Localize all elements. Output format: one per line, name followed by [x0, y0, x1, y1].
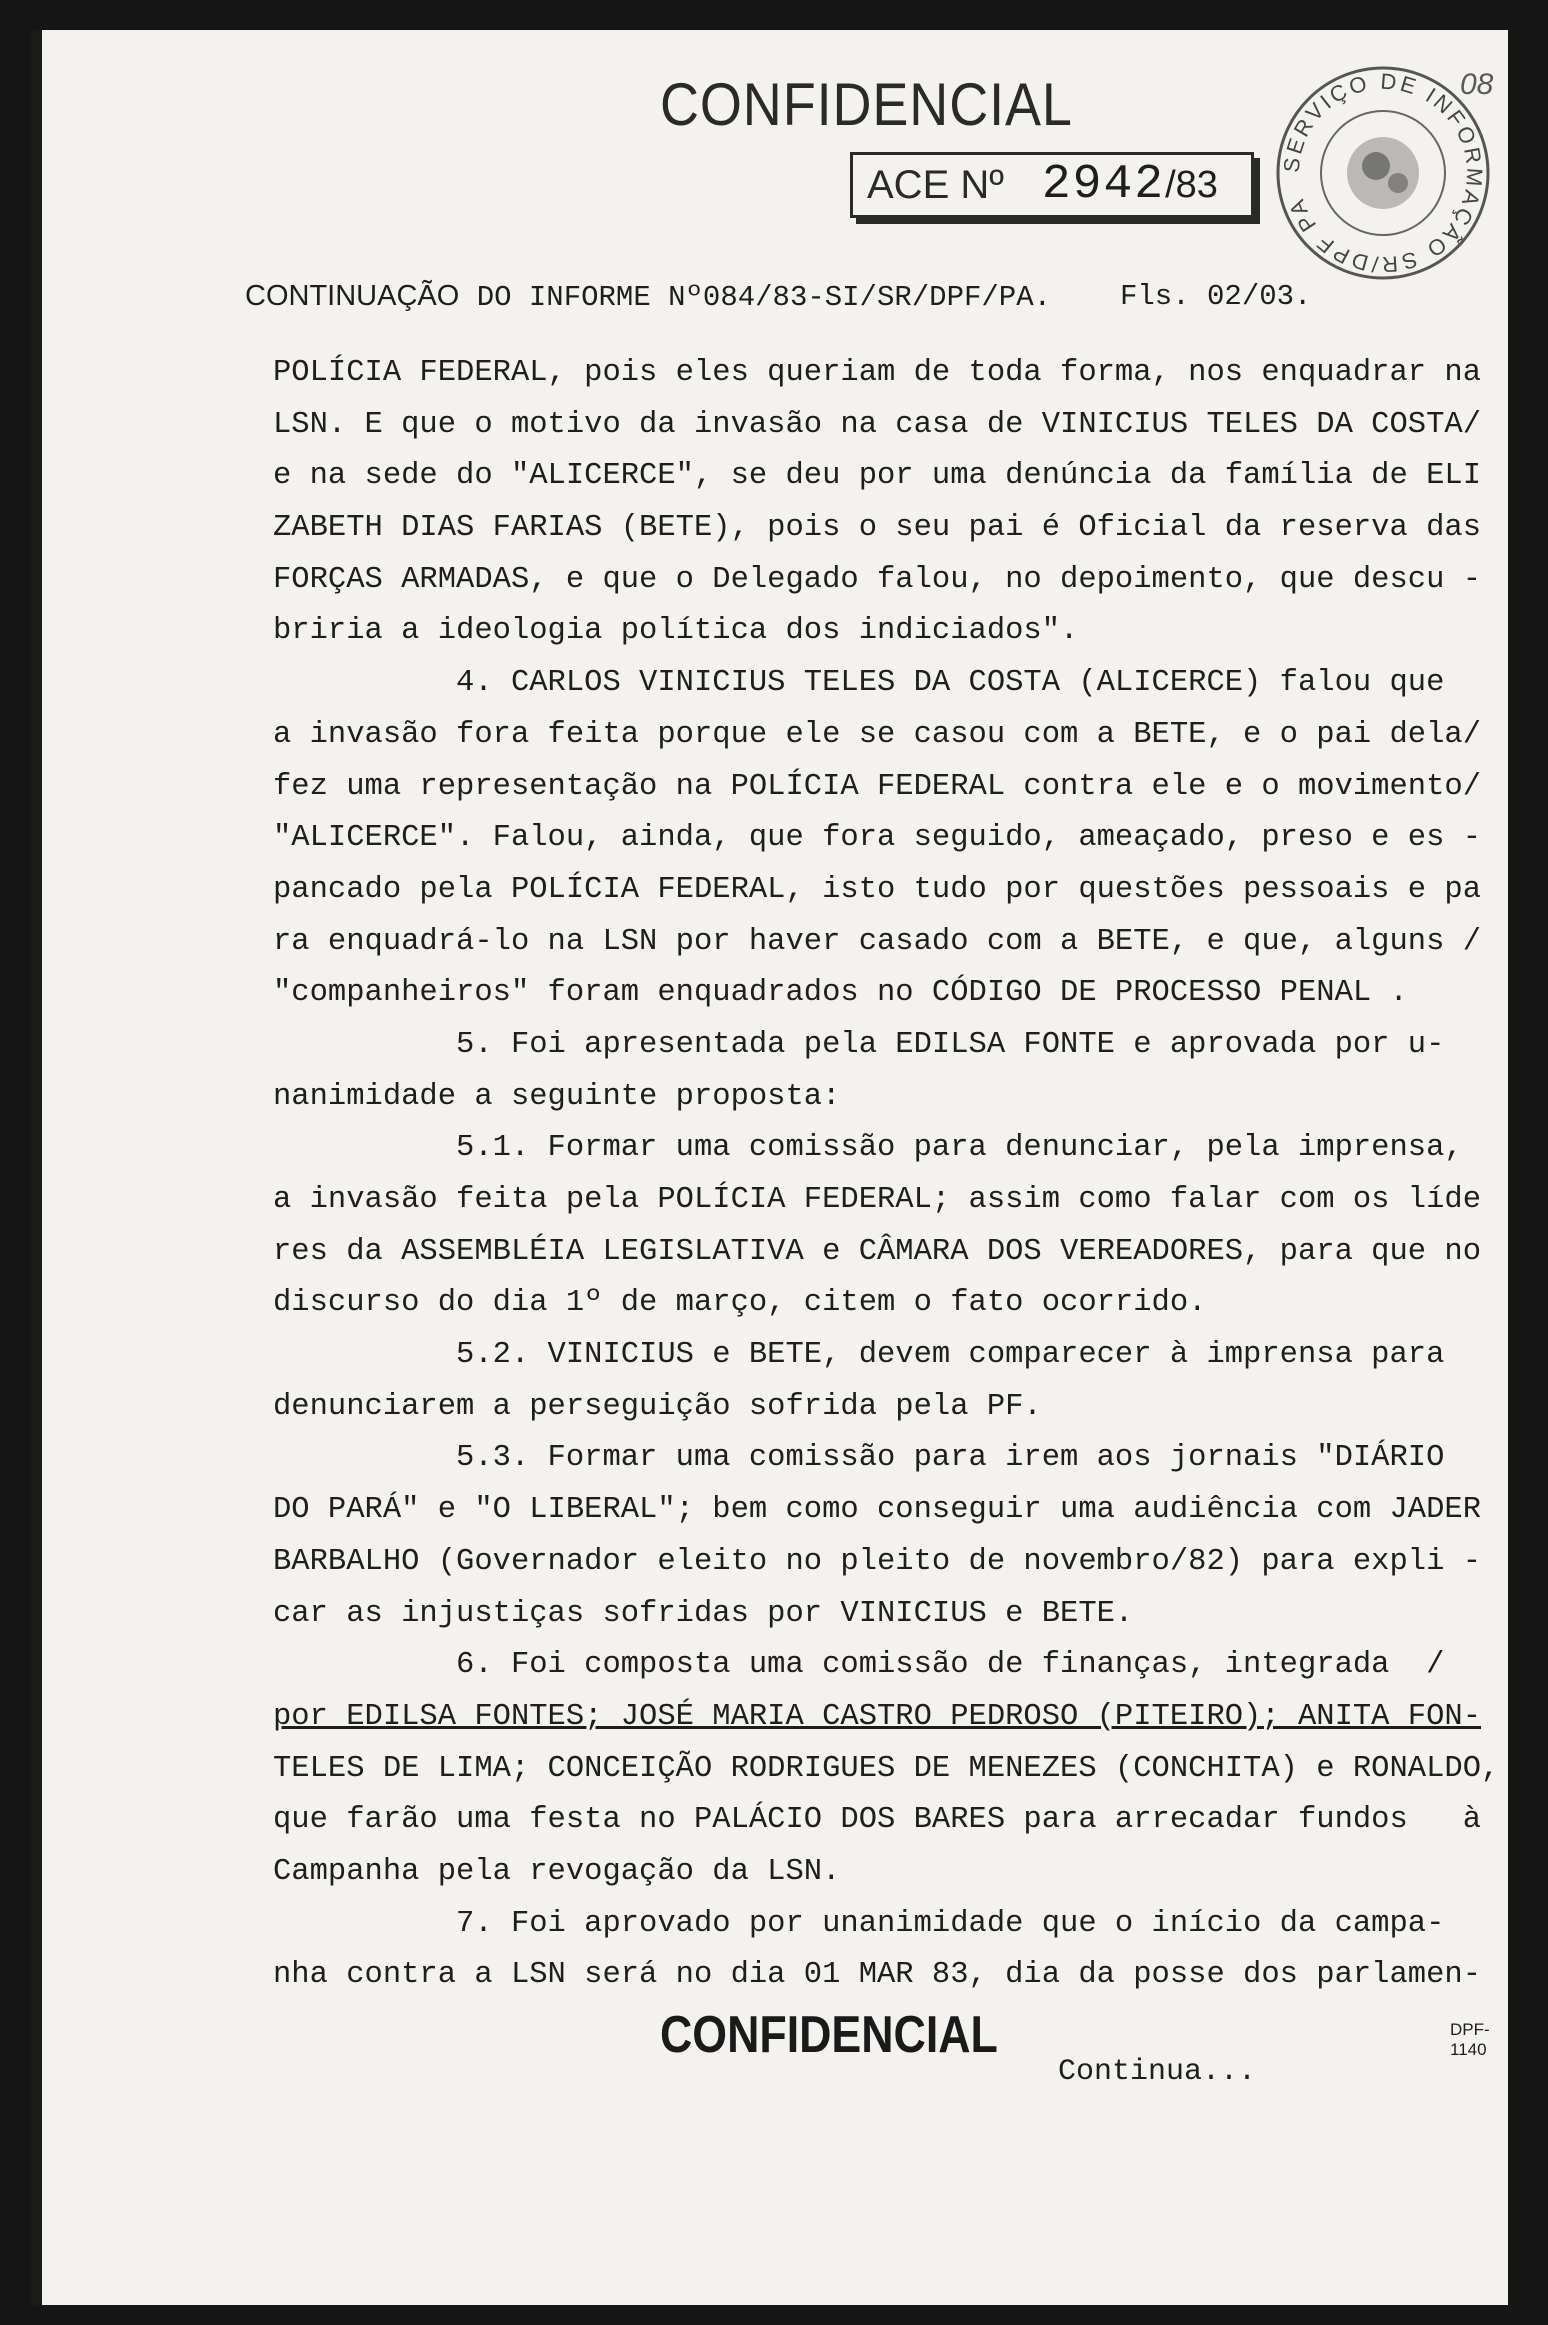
- text-line: "ALICERCE". Falou, ainda, que fora seguido, ameaçado, preso e es -: [273, 821, 1481, 856]
- text-line: e na sede do "ALICERCE", se deu por uma denúncia da família de ELI: [273, 459, 1481, 494]
- text-line: discurso do dia 1º de março, citem o fato ocorrido.: [273, 1286, 1207, 1321]
- continuation-label: CONTINUAÇÃO: [245, 280, 460, 312]
- text-line: car as injustiças sofridas por VINICIUS e BETE.: [273, 1596, 1134, 1631]
- form-code: DPF-1140: [1450, 2020, 1490, 2059]
- page-mark: 08: [1460, 68, 1494, 101]
- text-line: Campanha pela revogação da LSN.: [273, 1854, 841, 1889]
- text-line: DO PARÁ" e "O LIBERAL"; bem como conseguir uma audiência com JADER: [273, 1493, 1481, 1528]
- ace-year: /83: [1165, 163, 1218, 206]
- continues-note: Continua...: [1058, 2055, 1257, 2089]
- text-line: res da ASSEMBLÉIA LEGISLATIVA e CÂMARA DOS VEREADORES, para que no: [273, 1234, 1481, 1269]
- document-body: [273, 348, 1500, 2002]
- text-line: TELES DE LIMA; CONCEIÇÃO RODRIGUES DE MENEZES (CONCHITA) e RONALDO,: [273, 1751, 1500, 1786]
- text-line: ZABETH DIAS FARIAS (BETE), pois o seu pai é Oficial da reserva das: [273, 511, 1481, 546]
- text-line: FORÇAS ARMADAS, e que o Delegado falou, no depoimento, que descu -: [273, 562, 1481, 597]
- text-line: briria a ideologia política dos indiciados".: [273, 614, 1079, 649]
- ace-label: ACE Nº: [867, 162, 1004, 207]
- text-line: nha contra a LSN será no dia 01 MAR 83, dia da posse dos parlamen-: [273, 1958, 1481, 1993]
- text-line: a invasão feita pela POLÍCIA FEDERAL; assim como falar com os líde: [273, 1183, 1481, 1217]
- text-line: "companheiros" foram enquadrados no CÓDIGO DE PROCESSO PENAL .: [273, 976, 1408, 1011]
- text-line: 4. CARLOS VINICIUS TELES DA COSTA (ALICERCE) falou que: [273, 666, 1445, 701]
- classification-footer: CONFIDENCIAL: [660, 2006, 998, 2064]
- text-line: pancado pela POLÍCIA FEDERAL, isto tudo por questões pessoais e pa: [273, 872, 1481, 907]
- text-line: a invasão fora feita porque ele se casou com a BETE, e o pai dela/: [273, 717, 1481, 752]
- document-page: [30, 30, 1508, 2305]
- continuation-line: [245, 280, 1051, 314]
- classification-header: CONFIDENCIAL: [660, 71, 1073, 138]
- text-line: 5.3. Formar uma comissão para irem aos jornais "DIÁRIO: [273, 1441, 1445, 1476]
- text-line: 5. Foi apresentada pela EDILSA FONTE e aprovada por u-: [273, 1027, 1445, 1062]
- text-line: por EDILSA FONTES; JOSÉ MARIA CASTRO PEDROSO (PITEIRO); ANITA FON-: [273, 1699, 1481, 1734]
- text-line: 5.1. Formar uma comissão para denunciar, pela imprensa,: [273, 1131, 1463, 1166]
- text-line: POLÍCIA FEDERAL, pois eles queriam de toda forma, nos enquadrar na: [273, 356, 1481, 390]
- text-line: LSN. E que o motivo da invasão na casa de VINICIUS TELES DA COSTA/: [273, 407, 1481, 442]
- text-line: nanimidade a seguinte proposta:: [273, 1079, 841, 1114]
- stamp-text: SERVIÇO DE INFORMAÇÃO SR/DPF PA: [1278, 68, 1488, 278]
- text-line: que farão uma festa no PALÁCIO DOS BARES para arrecadar fundos à: [273, 1803, 1481, 1838]
- scan-edge: [30, 30, 42, 2305]
- text-line: 5.2. VINICIUS e BETE, devem comparecer à imprensa para: [273, 1338, 1445, 1373]
- text-line: fez uma representação na POLÍCIA FEDERAL contra ele e o movimento/: [273, 769, 1481, 804]
- text-line: 7. Foi aprovado por unanimidade que o início da campa-: [273, 1906, 1445, 1941]
- ace-number-box: [850, 152, 1254, 218]
- folio: Fls. 02/03.: [1120, 280, 1312, 313]
- ace-number: 2942: [1041, 158, 1166, 212]
- text-line: ra enquadrá-lo na LSN por haver casado com a BETE, e que, alguns /: [273, 924, 1481, 959]
- seal-stamp: [1258, 48, 1508, 298]
- continuation-text: DO INFORME Nº084/83-SI/SR/DPF/PA.: [459, 281, 1051, 314]
- text-line: BARBALHO (Governador eleito no pleito de novembro/82) para expli -: [273, 1544, 1481, 1579]
- text-line: denunciarem a perseguição sofrida pela PF.: [273, 1389, 1042, 1424]
- text-line: 6. Foi composta uma comissão de finanças, integrada /: [273, 1648, 1445, 1683]
